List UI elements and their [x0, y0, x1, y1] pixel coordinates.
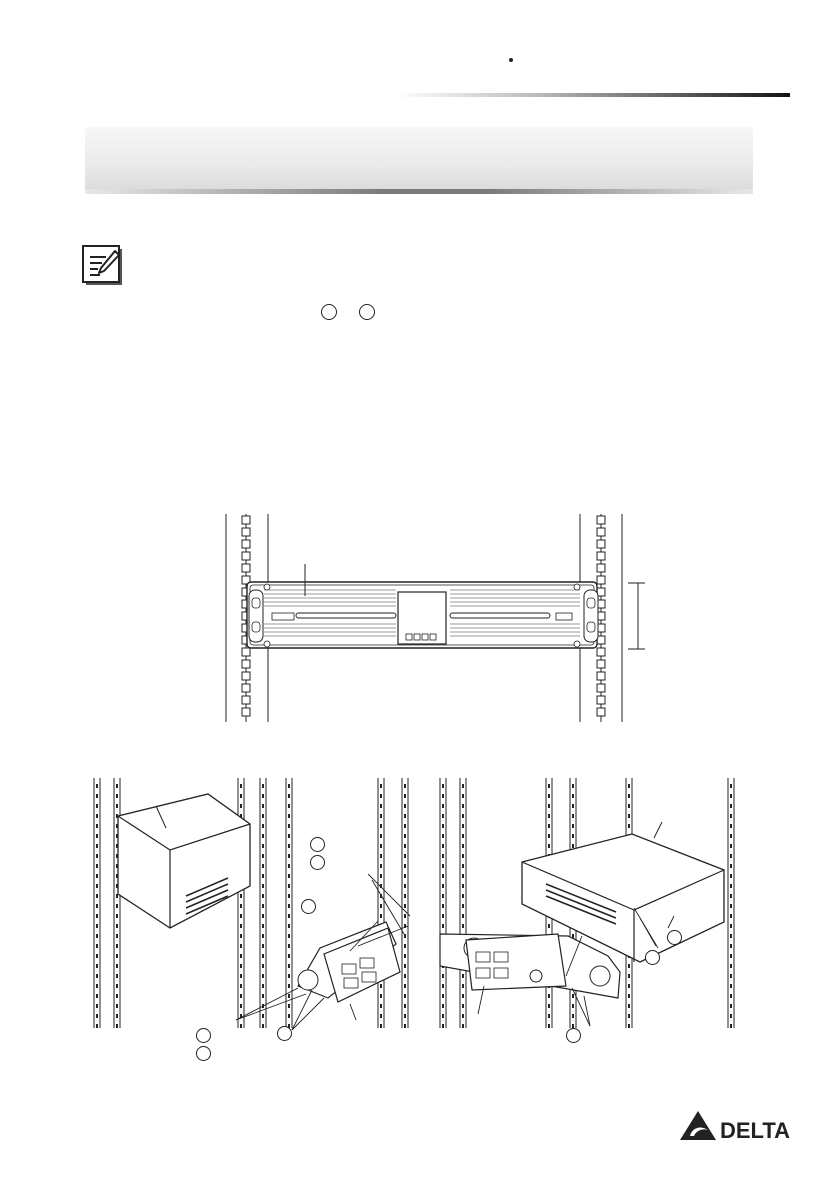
- rack-hole: [462, 874, 464, 878]
- rack-hole: [404, 904, 406, 908]
- rack-hole: [262, 994, 264, 998]
- rack-hole: [96, 914, 98, 918]
- rack-hole: [628, 974, 630, 978]
- rack-hole: [404, 1024, 406, 1028]
- rack-hole: [262, 1024, 264, 1028]
- rack-hole: [730, 884, 732, 888]
- rack-hole: [242, 540, 250, 548]
- rack-hole: [242, 708, 250, 716]
- rack-hole: [572, 804, 574, 808]
- rack-hole: [288, 1014, 290, 1018]
- rack-hole: [404, 944, 406, 948]
- rack-hole: [262, 914, 264, 918]
- rack-hole: [262, 984, 264, 988]
- rack-hole: [404, 794, 406, 798]
- rack-hole: [242, 564, 250, 572]
- rack-hole: [462, 974, 464, 978]
- rack-hole: [380, 1004, 382, 1008]
- rack-hole: [442, 994, 444, 998]
- rack-hole: [116, 894, 118, 898]
- callout-3: [301, 899, 316, 914]
- rack-hole: [404, 954, 406, 958]
- rack-hole: [404, 884, 406, 888]
- rack-hole: [240, 914, 242, 918]
- rack-hole: [96, 794, 98, 798]
- rack-hole: [288, 874, 290, 878]
- rack-hole: [380, 784, 382, 788]
- rack-hole: [597, 576, 605, 584]
- rack-hole: [404, 914, 406, 918]
- rack-hole: [462, 1004, 464, 1008]
- rack-hole: [628, 1014, 630, 1018]
- rack-hole: [442, 894, 444, 898]
- rack-hole: [404, 1014, 406, 1018]
- rack-hole: [240, 964, 242, 968]
- rack-hole: [116, 1004, 118, 1008]
- rack-hole: [597, 672, 605, 680]
- rack-hole: [380, 874, 382, 878]
- rack-hole: [730, 794, 732, 798]
- rack-hole: [548, 834, 550, 838]
- rack-hole: [462, 844, 464, 848]
- rack-hole: [116, 974, 118, 978]
- delta-logo: [678, 1110, 790, 1142]
- rack-hole: [380, 824, 382, 828]
- rack-hole: [262, 904, 264, 908]
- rack-hole: [730, 1024, 732, 1028]
- rack-hole: [462, 834, 464, 838]
- rack-hole: [404, 864, 406, 868]
- rack-hole: [404, 974, 406, 978]
- rack-hole: [116, 1014, 118, 1018]
- rack-hole: [442, 904, 444, 908]
- rack-hole: [288, 1004, 290, 1008]
- rack-hole: [116, 1024, 118, 1028]
- rack-hole: [288, 924, 290, 928]
- rack-hole: [240, 994, 242, 998]
- rack-hole: [240, 1024, 242, 1028]
- rack-hole: [730, 974, 732, 978]
- rack-hole: [288, 914, 290, 918]
- rack-hole: [730, 1004, 732, 1008]
- rack-hole: [240, 1004, 242, 1008]
- rack-hole: [242, 696, 250, 704]
- rack-hole: [288, 804, 290, 808]
- rack-hole: [597, 516, 605, 524]
- rack-hole: [380, 864, 382, 868]
- title-banner-shadow: [85, 189, 753, 194]
- rack-hole: [548, 924, 550, 928]
- rack-hole: [96, 804, 98, 808]
- rack-hole: [462, 914, 464, 918]
- rack-hole: [288, 824, 290, 828]
- rack-hole: [96, 904, 98, 908]
- rack-hole: [380, 1014, 382, 1018]
- rack-hole: [548, 824, 550, 828]
- rack-hole: [288, 934, 290, 938]
- rack-hole: [628, 794, 630, 798]
- rack-hole: [262, 804, 264, 808]
- rack-hole: [262, 824, 264, 828]
- rack-hole: [628, 824, 630, 828]
- rack-hole: [96, 934, 98, 938]
- rack-hole: [96, 994, 98, 998]
- rack-hole: [442, 794, 444, 798]
- rack-hole: [240, 984, 242, 988]
- rack-hole: [730, 824, 732, 828]
- rack-hole: [548, 994, 550, 998]
- rack-hole: [404, 834, 406, 838]
- rack-hole: [442, 1024, 444, 1028]
- rack-hole: [462, 1014, 464, 1018]
- rack-hole: [462, 884, 464, 888]
- rack-hole: [380, 984, 382, 988]
- rack-hole: [116, 944, 118, 948]
- rack-hole: [462, 824, 464, 828]
- rack-hole: [96, 814, 98, 818]
- rack-hole: [597, 708, 605, 716]
- rack-hole: [730, 924, 732, 928]
- callout-1: [310, 837, 325, 852]
- rack-hole: [116, 914, 118, 918]
- rack-hole: [288, 954, 290, 958]
- rack-hole: [572, 814, 574, 818]
- rack-hole: [288, 894, 290, 898]
- rack-hole: [116, 984, 118, 988]
- rack-hole: [262, 884, 264, 888]
- rack-hole: [242, 684, 250, 692]
- rack-hole: [730, 784, 732, 788]
- rack-hole: [548, 794, 550, 798]
- rack-hole: [288, 844, 290, 848]
- rack-hole: [730, 864, 732, 868]
- rack-hole: [597, 528, 605, 536]
- step-reference-1: [321, 304, 337, 320]
- rack-hole: [730, 814, 732, 818]
- rack-hole: [380, 994, 382, 998]
- rack-hole: [404, 894, 406, 898]
- rack-hole: [548, 844, 550, 848]
- rack-hole: [262, 854, 264, 858]
- rack-hole: [96, 984, 98, 988]
- rack-hole: [572, 844, 574, 848]
- rack-hole: [730, 904, 732, 908]
- rack-hole: [404, 934, 406, 938]
- rack-hole: [404, 964, 406, 968]
- rack-hole: [462, 854, 464, 858]
- rack-hole: [240, 944, 242, 948]
- rack-hole: [288, 814, 290, 818]
- callout-7: [566, 1028, 581, 1043]
- rack-hole: [262, 844, 264, 848]
- brand-wordmark: DELTA: [720, 1118, 790, 1142]
- rack-hole: [404, 824, 406, 828]
- rack-hole: [240, 934, 242, 938]
- rack-hole: [628, 1024, 630, 1028]
- rack-hole: [572, 1004, 574, 1008]
- rack-hole: [240, 904, 242, 908]
- rack-hole: [288, 834, 290, 838]
- rack-hole: [730, 954, 732, 958]
- rack-hole: [404, 784, 406, 788]
- rack-hole: [240, 804, 242, 808]
- rack-hole: [404, 994, 406, 998]
- rack-hole: [548, 1014, 550, 1018]
- rack-hole: [380, 854, 382, 858]
- rack-hole: [597, 552, 605, 560]
- rack-hole: [96, 894, 98, 898]
- rack-hole: [462, 904, 464, 908]
- rack-hole: [730, 944, 732, 948]
- rack-hole: [288, 864, 290, 868]
- rack-hole: [442, 1014, 444, 1018]
- rack-hole: [572, 1014, 574, 1018]
- rack-hole: [116, 904, 118, 908]
- rack-hole: [462, 924, 464, 928]
- rack-hole: [597, 684, 605, 692]
- rack-hole: [262, 864, 264, 868]
- callout-6: [277, 1026, 292, 1041]
- title-banner: [85, 127, 753, 194]
- rack-hole: [462, 1024, 464, 1028]
- rack-hole: [404, 854, 406, 858]
- rack-hole: [116, 924, 118, 928]
- rack-hole: [730, 854, 732, 858]
- rack-hole: [262, 794, 264, 798]
- rack-hole: [116, 784, 118, 788]
- rack-hole: [262, 874, 264, 878]
- rack-hole: [262, 964, 264, 968]
- rack-hole: [116, 994, 118, 998]
- rack-hole: [116, 934, 118, 938]
- rack-hole: [548, 814, 550, 818]
- rack-hole: [242, 648, 250, 656]
- rack-hole: [548, 1024, 550, 1028]
- rack-hole: [730, 834, 732, 838]
- rack-hole: [288, 994, 290, 998]
- rack-hole: [288, 854, 290, 858]
- rack-hole: [288, 974, 290, 978]
- rack-hole: [442, 974, 444, 978]
- rack-hole: [240, 894, 242, 898]
- rack-hole: [442, 924, 444, 928]
- rack-hole: [380, 814, 382, 818]
- rack-hole: [288, 944, 290, 948]
- rack-hole: [548, 784, 550, 788]
- rack-hole: [462, 804, 464, 808]
- rack-hole: [628, 784, 630, 788]
- rack-hole: [572, 994, 574, 998]
- rack-hole: [288, 964, 290, 968]
- rack-hole: [597, 540, 605, 548]
- rack-hole: [240, 794, 242, 798]
- rack-hole: [462, 994, 464, 998]
- rack-hole: [240, 974, 242, 978]
- rack-hole: [96, 834, 98, 838]
- rack-hole: [628, 984, 630, 988]
- rack-hole: [242, 552, 250, 560]
- rack-hole: [730, 874, 732, 878]
- rack-hole: [262, 834, 264, 838]
- rack-hole: [572, 834, 574, 838]
- rack-hole: [96, 1004, 98, 1008]
- rack-hole: [462, 814, 464, 818]
- rack-hole: [288, 794, 290, 798]
- rack-hole: [96, 864, 98, 868]
- rack-hole: [404, 814, 406, 818]
- rack-hole: [442, 874, 444, 878]
- rack-hole: [96, 874, 98, 878]
- rack-hole: [442, 834, 444, 838]
- rack-hole: [628, 1004, 630, 1008]
- rack-hole: [96, 964, 98, 968]
- rack-hole: [380, 844, 382, 848]
- rack-hole: [96, 854, 98, 858]
- rack-hole: [462, 784, 464, 788]
- rack-hole: [240, 784, 242, 788]
- rack-hole: [442, 864, 444, 868]
- rack-hole: [262, 784, 264, 788]
- rack-hole: [597, 660, 605, 668]
- rack-hole: [240, 924, 242, 928]
- rack-hole: [442, 844, 444, 848]
- rack-hole: [442, 824, 444, 828]
- rack-hole: [380, 794, 382, 798]
- rack-hole: [96, 784, 98, 788]
- rack-hole: [96, 974, 98, 978]
- rack-hole: [730, 844, 732, 848]
- rack-hole: [730, 964, 732, 968]
- rack-hole: [597, 564, 605, 572]
- rack-hole: [96, 1014, 98, 1018]
- rack-hole: [730, 804, 732, 808]
- rack-hole: [462, 864, 464, 868]
- rack-hole: [730, 914, 732, 918]
- header-bullet: [509, 58, 513, 62]
- rack-hole: [242, 528, 250, 536]
- rack-hole: [442, 1004, 444, 1008]
- rack-hole: [442, 884, 444, 888]
- header-rule: [395, 93, 790, 97]
- callout-5: [196, 1046, 211, 1061]
- front-view-figure: [220, 510, 650, 725]
- rack-hole: [96, 1024, 98, 1028]
- rack-hole: [380, 804, 382, 808]
- rack-hole: [442, 814, 444, 818]
- callout-2: [310, 855, 325, 870]
- rack-hole: [380, 1024, 382, 1028]
- rack-hole: [96, 924, 98, 928]
- installation-figure: [88, 776, 753, 1038]
- rack-hole: [462, 794, 464, 798]
- rack-hole: [262, 944, 264, 948]
- rack-hole: [597, 648, 605, 656]
- rack-hole: [288, 784, 290, 788]
- rack-hole: [380, 834, 382, 838]
- rack-hole: [442, 984, 444, 988]
- rack-hole: [242, 672, 250, 680]
- rack-hole: [572, 824, 574, 828]
- rack-hole: [404, 874, 406, 878]
- rack-hole: [548, 1004, 550, 1008]
- rack-hole: [262, 894, 264, 898]
- rack-hole: [572, 784, 574, 788]
- rack-hole: [116, 794, 118, 798]
- rack-hole: [404, 1004, 406, 1008]
- rack-hole: [288, 884, 290, 888]
- rack-hole: [442, 854, 444, 858]
- rack-hole: [380, 914, 382, 918]
- rack-hole: [730, 1014, 732, 1018]
- rack-hole: [462, 894, 464, 898]
- rack-hole: [116, 964, 118, 968]
- rack-hole: [242, 660, 250, 668]
- rack-hole: [462, 984, 464, 988]
- callout-9: [645, 950, 660, 965]
- rack-hole: [96, 844, 98, 848]
- rack-hole: [628, 994, 630, 998]
- rack-hole: [96, 824, 98, 828]
- rack-hole: [404, 984, 406, 988]
- callout-4: [196, 1028, 211, 1043]
- rack-hole: [404, 804, 406, 808]
- rack-hole: [730, 984, 732, 988]
- rack-hole: [628, 964, 630, 968]
- rack-hole: [730, 894, 732, 898]
- rack-hole: [262, 1014, 264, 1018]
- rack-hole: [262, 934, 264, 938]
- rack-hole: [288, 984, 290, 988]
- rack-hole: [628, 814, 630, 818]
- rack-hole: [262, 924, 264, 928]
- callout-8: [667, 930, 682, 945]
- step-reference-2: [359, 304, 375, 320]
- rack-hole: [730, 934, 732, 938]
- rack-hole: [548, 804, 550, 808]
- rack-hole: [442, 784, 444, 788]
- rack-hole: [597, 696, 605, 704]
- rack-hole: [442, 914, 444, 918]
- rack-hole: [442, 804, 444, 808]
- rack-hole: [116, 804, 118, 808]
- rack-hole: [730, 994, 732, 998]
- rack-hole: [380, 904, 382, 908]
- rack-hole: [572, 794, 574, 798]
- rack-hole: [262, 974, 264, 978]
- rack-hole: [404, 844, 406, 848]
- rack-hole: [242, 516, 250, 524]
- rack-hole: [96, 944, 98, 948]
- rack-hole: [262, 954, 264, 958]
- rack-hole: [572, 934, 574, 938]
- rack-hole: [96, 884, 98, 888]
- rack-hole: [288, 904, 290, 908]
- rack-hole: [240, 954, 242, 958]
- rack-hole: [628, 804, 630, 808]
- rack-hole: [96, 954, 98, 958]
- rack-hole: [262, 814, 264, 818]
- note-pencil-icon: [82, 245, 124, 287]
- rack-hole: [116, 954, 118, 958]
